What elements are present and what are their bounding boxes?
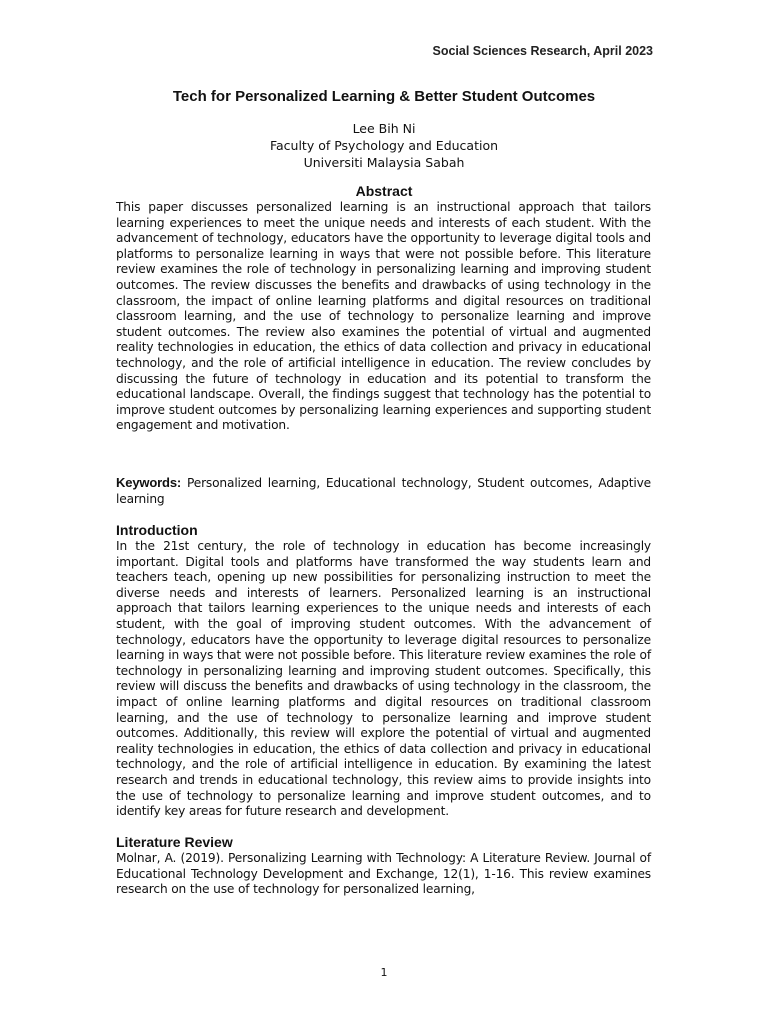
introduction-body: In the 21st century, the role of technology in education has become increasingly important. Digital tools and platforms have transformed the way students learn and teachers teach, opening up new possibilities for personalizing instruction to meet the diverse needs and interests of learners. Personalized learning is an instructional approach that tailors learning experiences to the unique needs and interests of each student, with the goal of improving student outcomes. With the advancement of technology, educators have the opportunity to leverage digital resources to personalize learning in ways that were not possible before. This literature review examines the role of technology in personalizing learning and improving student outcomes. Specifically, this review will discuss the benefits and drawbacks of using technology in the classroom, the impact of online learning platforms and digital resources on traditional classroom learning, and the use of technology to personalize learning and improve student outcomes. Additionally, this review will explore the potential of virtual and augmented reality technologies in education, the ethics of data collection and privacy in educational technology, and the role of artificial intelligence in education. By examining the latest research and trends in educational technology, this review aims to provide insights into the use of technology to personalize learning and improve student outcomes, and to identify key areas for future research and development. — [116, 539, 651, 819]
author-block — [0, 120, 768, 171]
abstract-heading: Abstract — [355, 183, 413, 199]
author-university: Universiti Malaysia Sabah — [303, 155, 465, 170]
literature-review-body: Molnar, A. (2019). Personalizing Learning with Technology: A Literature Review. Journal of Educational Technology Development and Exchange, 12(1), 1-16. This review examines research on the use of technology for personalized learning, — [116, 851, 651, 897]
page-number: 1 — [380, 966, 388, 979]
author-name: Lee Bih Ni — [352, 121, 416, 136]
introduction-heading: Introduction — [116, 522, 198, 538]
keywords-paragraph — [116, 475, 651, 507]
literature-review-heading: Literature Review — [116, 834, 233, 850]
keywords-label: Keywords: — [116, 475, 182, 490]
author-faculty: Faculty of Psychology and Education — [269, 138, 499, 153]
journal-header: Social Sciences Research, April 2023 — [432, 44, 653, 58]
keywords-text: Personalized learning, Educational technology, Student outcomes, Adaptive learning — [116, 476, 651, 506]
abstract-body: This paper discusses personalized learning is an instructional approach that tailors learning experiences to meet the unique needs and interests of each student. With the advancement of technology, educators have the opportunity to leverage digital tools and platforms to personalize learning in ways that were not possible before. This literature review examines the role of technology in personalizing learning and improving student outcomes. The review discusses the benefits and drawbacks of using technology in the classroom, the impact of online learning platforms and digital resources on traditional classroom learning, and the use of technology to personalize learning and improve student outcomes. The review also examines the potential of virtual and augmented reality technologies in education, the ethics of data collection and privacy in educational technology, and the role of artificial intelligence in education. The review concludes by discussing the future of technology in education and its potential to transform the educational landscape. Overall, the findings suggest that technology has the potential to improve student outcomes by personalizing learning experiences and supporting student engagement and motivation. — [116, 200, 651, 433]
paper-title: Tech for Personalized Learning & Better Student Outcomes — [172, 88, 596, 105]
